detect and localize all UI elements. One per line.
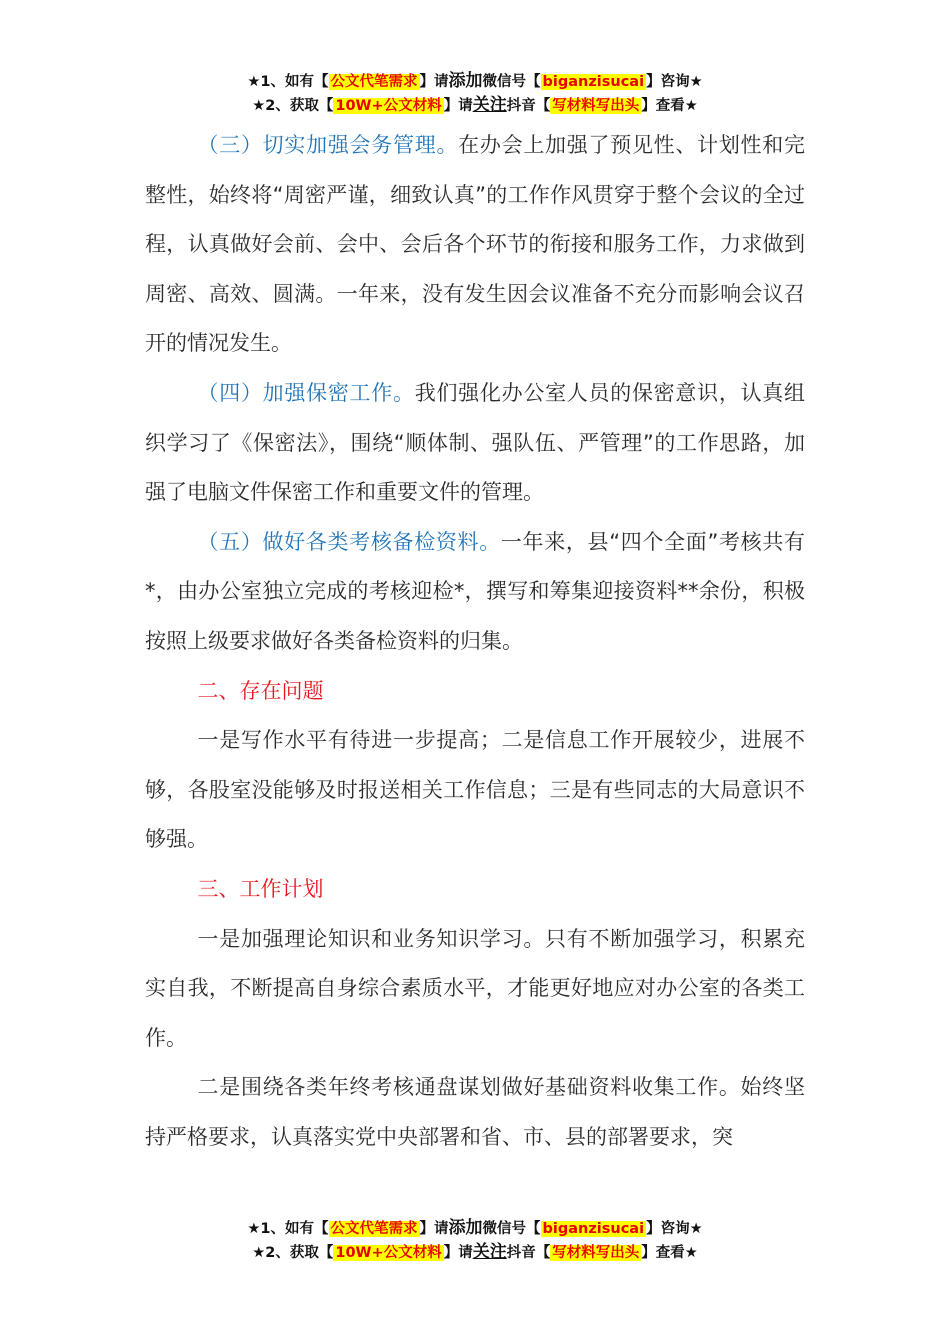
banner-text: 】请	[419, 74, 449, 90]
section-heading: （五）做好各类考核备检资料。	[197, 529, 501, 554]
banner-line-2	[0, 93, 950, 117]
banner-text: 2、获取【	[265, 1245, 334, 1261]
banner-text: 2、获取【	[265, 98, 334, 114]
banner-text: 】请	[443, 1245, 473, 1261]
banner-emphasis: 添加	[448, 1218, 483, 1238]
star-icon: ★	[689, 1221, 703, 1237]
star-icon: ★	[247, 1221, 261, 1237]
paragraph-section-3	[145, 121, 805, 369]
banner-line-2	[0, 1240, 950, 1264]
highlight-service: 公文代笔需求	[330, 1221, 418, 1237]
star-icon: ★	[684, 98, 698, 114]
highlight-materials: 10W+公文材料	[335, 1245, 442, 1261]
banner-text: 】请	[419, 1221, 449, 1237]
section-heading: （四）加强保密工作。	[197, 380, 415, 405]
banner-line-1	[0, 69, 950, 93]
banner-text: 】咨询	[646, 74, 690, 90]
banner-emphasis: 关注	[472, 1242, 507, 1262]
section-heading: （三）切实加强会务管理。	[197, 133, 459, 157]
paragraph-section-5	[145, 518, 805, 667]
highlight-douyin-id: 写材料写出头	[552, 98, 640, 114]
banner-emphasis: 关注	[472, 95, 507, 115]
banner-text: 】查看	[641, 1245, 685, 1261]
document-body	[145, 121, 805, 1162]
star-icon: ★	[247, 74, 261, 90]
highlight-wechat-id: biganzisucai	[542, 74, 645, 90]
banner-line-1	[0, 1216, 950, 1240]
star-icon: ★	[684, 1245, 698, 1261]
banner-text: 1、如有【	[260, 74, 329, 90]
star-icon: ★	[252, 98, 266, 114]
paragraph-plan-2: 二是围绕各类年终考核通盘谋划做好基础资料收集工作。始终坚持严格要求，认真落实党中央部署和省、市、县的部署要求，突	[145, 1075, 805, 1149]
footer-banner	[0, 1216, 950, 1264]
paragraph-text: 我们强化办公室人员的保密意识，认真组织学习了《保密法》，围绕“顺体制、强队伍、严管理”的工作思路，加强了电脑文件保密工作和重要文件的管理。	[145, 380, 806, 505]
banner-text: 】请	[443, 98, 473, 114]
highlight-service: 公文代笔需求	[330, 74, 418, 90]
header-banner	[0, 69, 950, 117]
banner-text: 微信号【	[482, 74, 541, 90]
paragraph-problems: 一是写作水平有待进一步提高；二是信息工作开展较少，进展不够，各股室没能够及时报送相关工作信息；三是有些同志的大局意识不够强。	[145, 728, 805, 852]
paragraph-text: 一年来，县“四个全面”考核共有*，由办公室独立完成的考核迎检*，撰写和筹集迎接资料**余份，积极按照上级要求做好各类备检资料的归集。	[145, 529, 805, 653]
highlight-wechat-id: biganzisucai	[542, 1221, 645, 1237]
star-icon: ★	[689, 74, 703, 90]
banner-text: 抖音【	[506, 98, 551, 114]
paragraph-section-4	[145, 369, 805, 518]
highlight-douyin-id: 写材料写出头	[552, 1245, 640, 1261]
banner-text: 抖音【	[506, 1245, 551, 1261]
banner-text: 微信号【	[482, 1221, 541, 1237]
star-icon: ★	[252, 1245, 266, 1261]
paragraph-plan-1: 一是加强理论知识和业务知识学习。只有不断加强学习，积累充实自我，不断提高自身综合素质水平，才能更好地应对办公室的各类工作。	[145, 926, 805, 1050]
banner-text: 】查看	[641, 98, 685, 114]
banner-text: 】咨询	[646, 1221, 690, 1237]
heading-problems: 二、存在问题	[197, 678, 324, 703]
banner-text: 1、如有【	[260, 1221, 329, 1237]
highlight-materials: 10W+公文材料	[335, 98, 442, 114]
banner-emphasis: 添加	[448, 71, 483, 91]
paragraph-text: 在办会上加强了预见性、计划性和完整性，始终将“周密严谨，细致认真”的工作作风贯穿于整个会议的全过程，认真做好会前、会中、会后各个环节的衔接和服务工作，力求做到周密、高效、圆满。一年来，没有发生因会议准备不充分而影响会议召开的情况发生。	[145, 133, 806, 356]
heading-work-plan: 三、工作计划	[197, 876, 324, 901]
